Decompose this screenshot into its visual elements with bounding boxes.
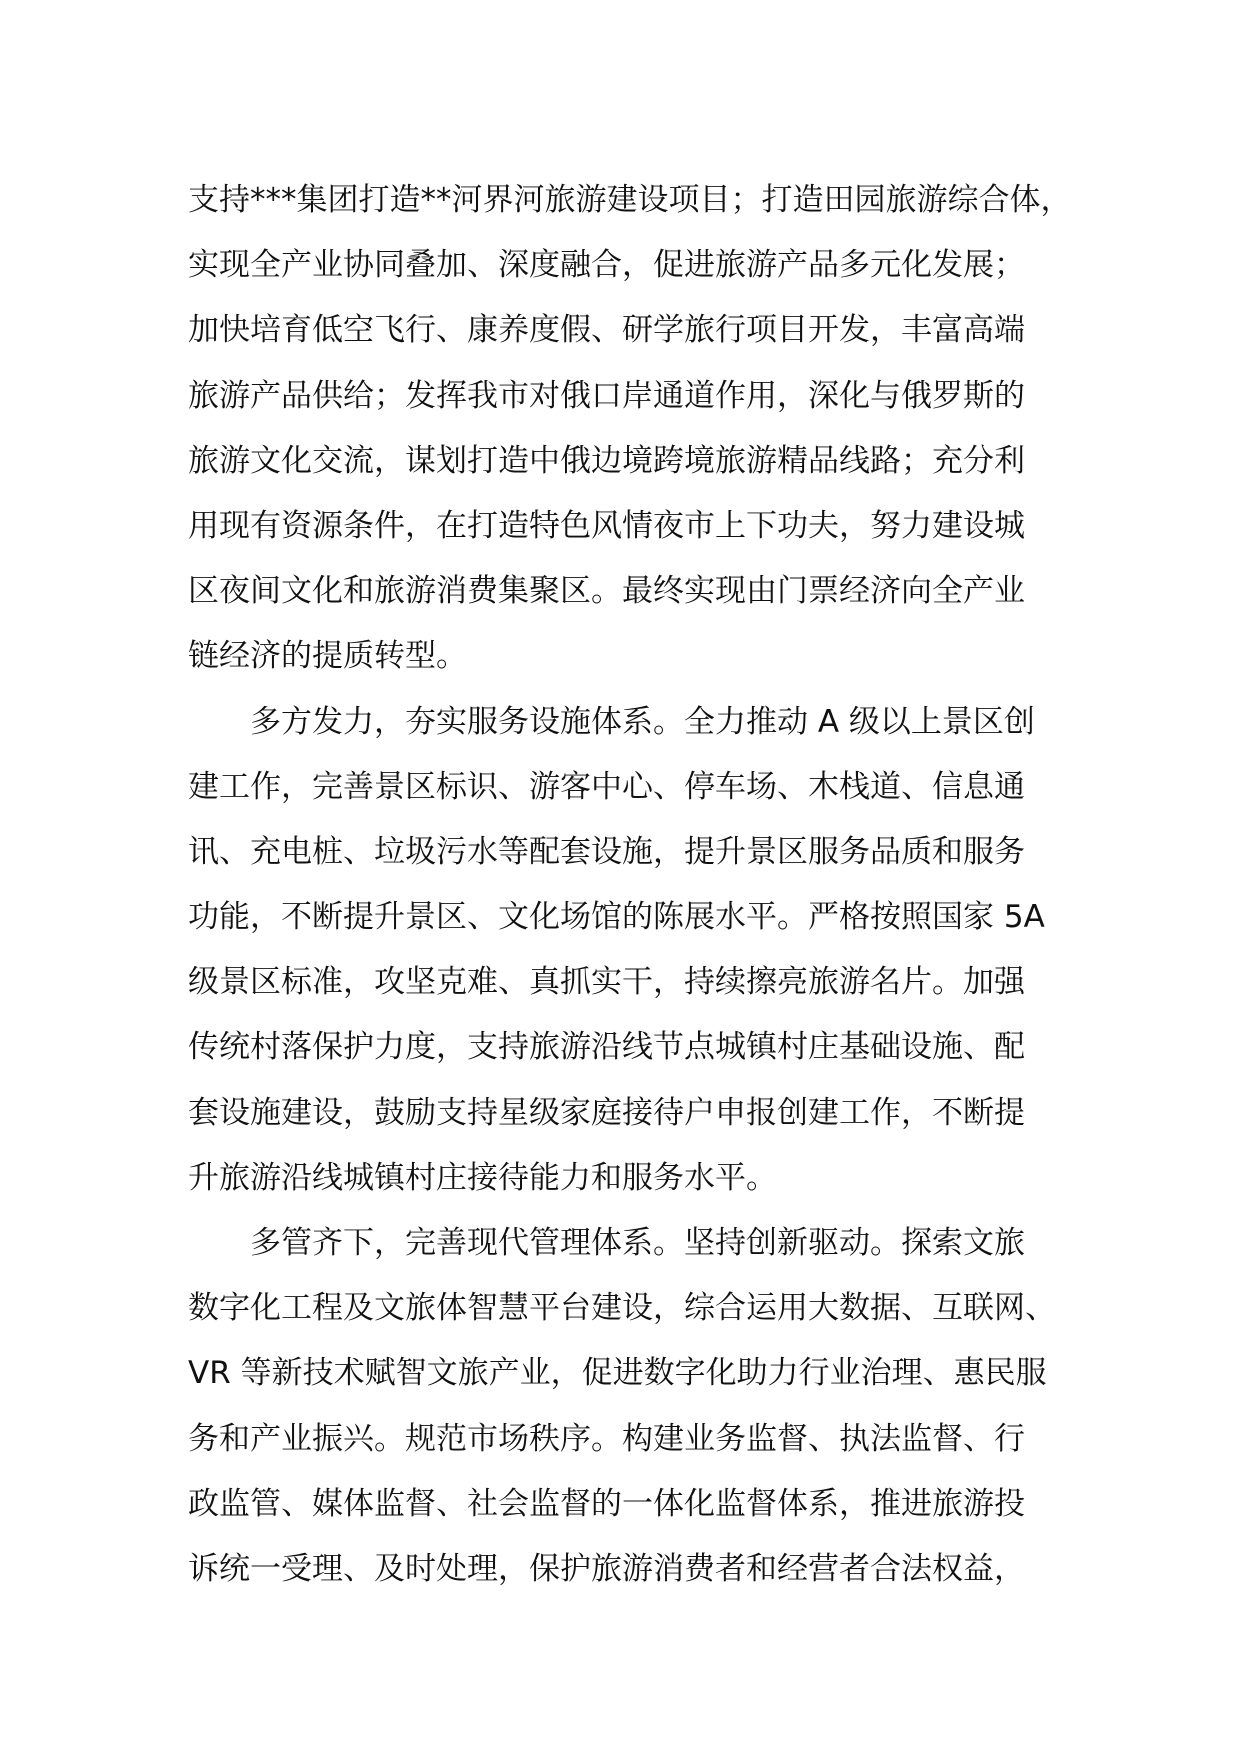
text-line: 传统村落保护力度，支持旅游沿线节点城镇村庄基础设施、配 <box>188 1029 1025 1066</box>
text-line: 升旅游沿线城镇村庄接待能力和服务水平。 <box>188 1159 777 1196</box>
text-line: 旅游文化交流，谋划打造中俄边境跨境旅游精品线路；充分利 <box>188 442 1025 479</box>
text-line: 务和产业振兴。规范市场秩序。构建业务监督、执法监督、行 <box>188 1420 1025 1457</box>
text-line: 讯、充电桩、垃圾污水等配套设施，提升景区服务品质和服务 <box>188 833 1025 870</box>
text-line: 旅游产品供给；发挥我市对俄口岸通道作用，深化与俄罗斯的 <box>188 377 1025 414</box>
text-line: 诉统一受理、及时处理，保护旅游消费者和经营者合法权益， <box>188 1550 1025 1587</box>
text-line: 链经济的提质转型。 <box>188 638 467 675</box>
paragraph-start-line: 多管齐下，完善现代管理体系。坚持创新驱动。探索文旅 <box>250 1225 1025 1261</box>
text-line: 支持***集团打造**河界河旅游建设项目；打造田园旅游综合体， <box>188 182 1072 218</box>
text-line: 用现有资源条件，在打造特色风情夜市上下功夫，努力建设城 <box>188 507 1025 544</box>
text-line: 加快培育低空飞行、康养度假、研学旅行项目开发，丰富高端 <box>188 312 1025 349</box>
text-line: 套设施建设，鼓励支持星级家庭接待户申报创建工作，不断提 <box>188 1094 1025 1131</box>
text-line: 数字化工程及文旅体智慧平台建设，综合运用大数据、互联网、 <box>188 1290 1056 1327</box>
paragraph-start-line: 多方发力，夯实服务设施体系。全力推动 A 级以上景区创 <box>250 703 1035 740</box>
body-text <box>188 168 1078 1602</box>
text-line: 功能，不断提升景区、文化场馆的陈展水平。严格按照国家 5A <box>188 899 1045 936</box>
text-line: 政监管、媒体监督、社会监督的一体化监督体系，推进旅游投 <box>188 1485 1025 1522</box>
text-line: 区夜间文化和旅游消费集聚区。最终实现由门票经济向全产业 <box>188 573 1025 610</box>
text-line: 建工作，完善景区标识、游客中心、停车场、木栈道、信息通 <box>188 768 1025 805</box>
text-line: 实现全产业协同叠加、深度融合，促进旅游产品多元化发展； <box>188 247 1025 284</box>
text-line: VR 等新技术赋智文旅产业，促进数字化助力行业治理、惠民服 <box>188 1355 1047 1392</box>
text-line: 级景区标准，攻坚克难、真抓实干，持续擦亮旅游名片。加强 <box>188 964 1025 1001</box>
